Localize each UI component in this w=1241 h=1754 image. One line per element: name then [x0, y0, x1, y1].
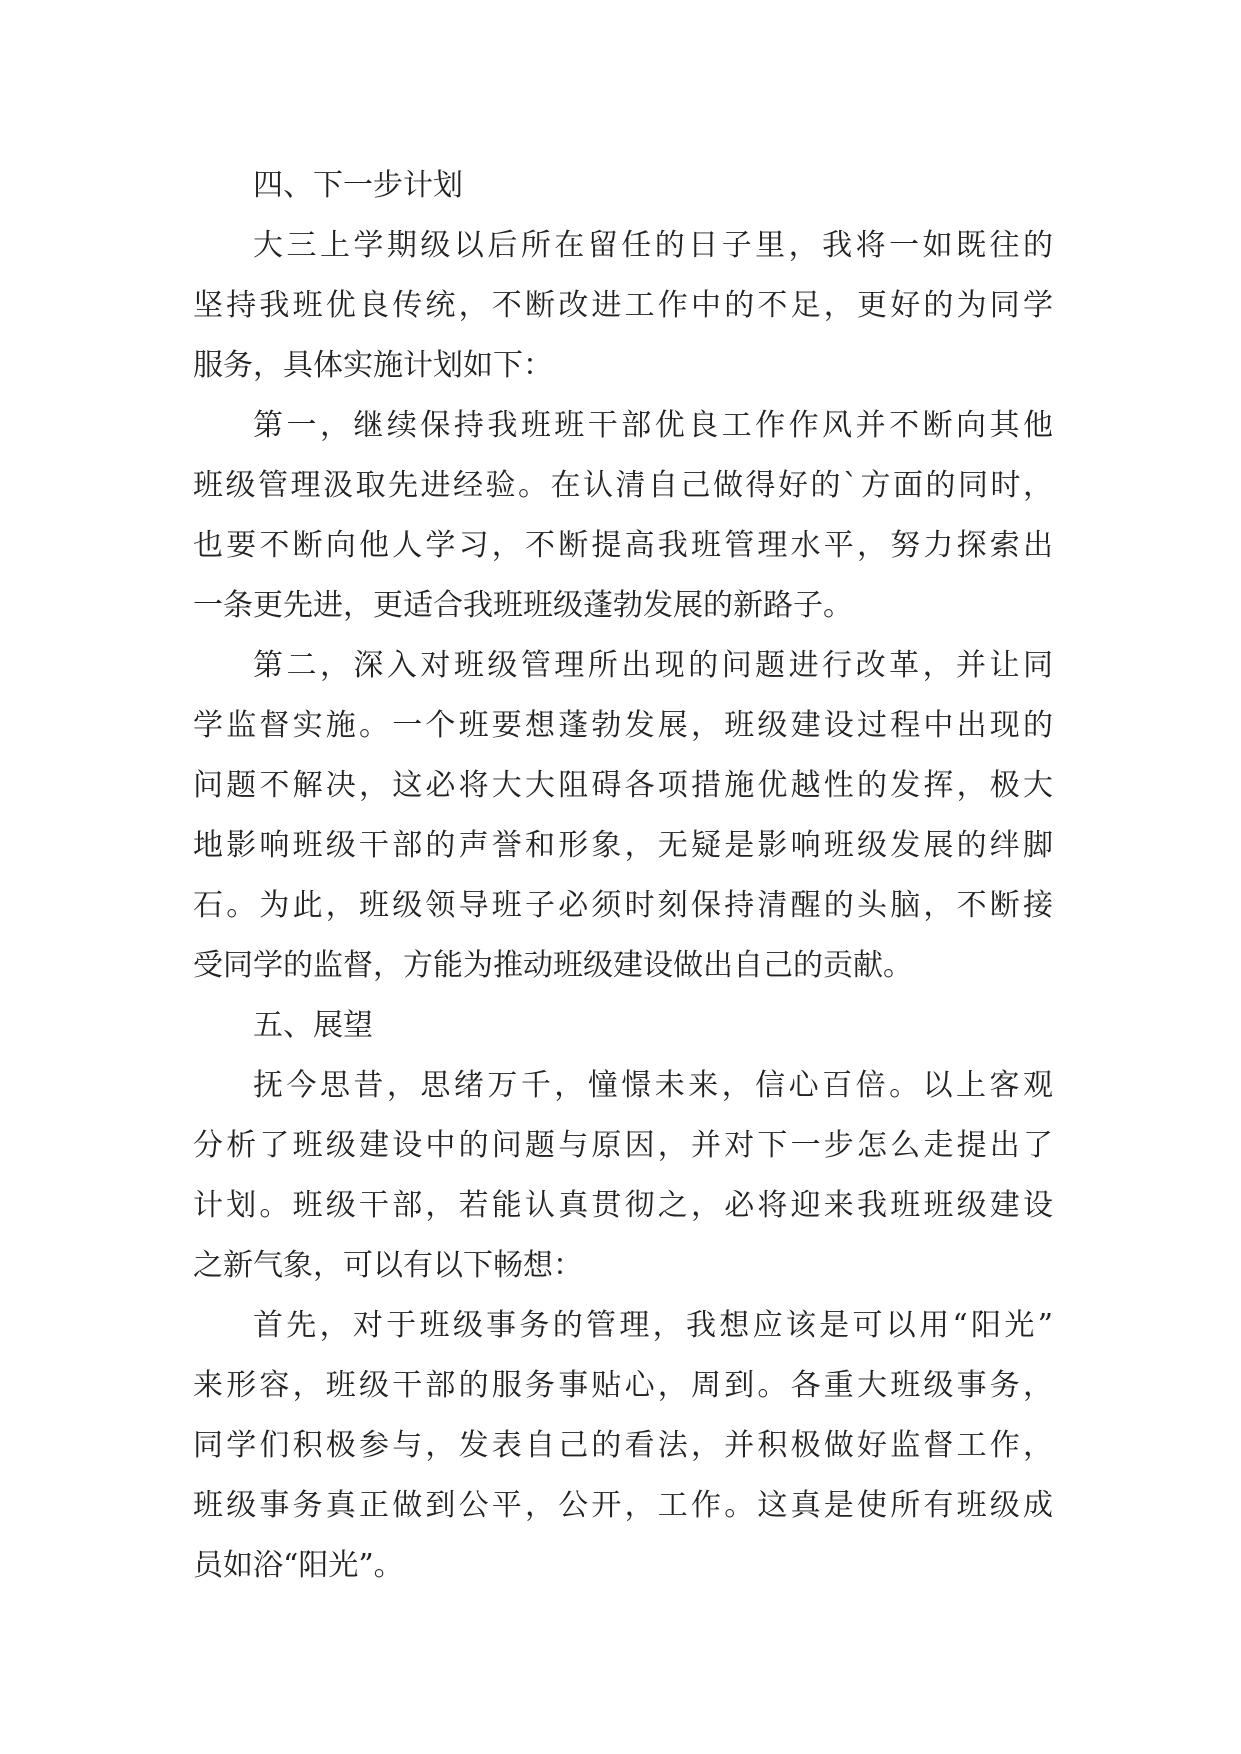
- section-heading: 四、下一步计划: [253, 168, 463, 203]
- paragraph-line: 大三上学期级以后所在留任的日子里，我将一如既往的: [253, 228, 1053, 263]
- paragraph-line: 第一，继续保持我班班干部优良工作作风并不断向其他: [253, 408, 1053, 443]
- paragraph-line: 班级管理汲取先进经验。在认清自己做得好的`方面的同时，: [193, 468, 1053, 503]
- paragraph-line: 班级事务真正做到公平，公开，工作。这真是使所有班级成: [193, 1488, 1053, 1523]
- paragraph-line: 首先，对于班级事务的管理，我想应该是可以用“阳光”: [253, 1308, 1053, 1343]
- paragraph-line: 同学们积极参与，发表自己的看法，并积极做好监督工作，: [193, 1428, 1053, 1463]
- paragraph-line: 服务，具体实施计划如下：: [193, 348, 553, 383]
- paragraph-line: 石。为此，班级领导班子必须时刻保持清醒的头脑，不断接: [193, 888, 1053, 923]
- paragraph-line: 员如浴“阳光”。: [193, 1548, 404, 1583]
- section-heading: 五、展望: [253, 1008, 373, 1043]
- paragraph-line: 坚持我班优良传统，不断改进工作中的不足，更好的为同学: [193, 288, 1053, 323]
- document-page: [193, 156, 1053, 1596]
- paragraph-line: 抚今思昔，思绪万千，憧憬未来，信心百倍。以上客观: [253, 1068, 1053, 1103]
- paragraph-line: 问题不解决，这必将大大阻碍各项措施优越性的发挥，极大: [193, 768, 1053, 803]
- paragraph-line: 之新气象，可以有以下畅想：: [193, 1248, 583, 1283]
- paragraph-line: 计划。班级干部，若能认真贯彻之，必将迎来我班班级建设: [193, 1188, 1053, 1223]
- paragraph-line: 也要不断向他人学习，不断提高我班管理水平，努力探索出: [193, 528, 1053, 563]
- paragraph-line: 第二，深入对班级管理所出现的问题进行改革，并让同: [253, 648, 1053, 683]
- paragraph-line: 分析了班级建设中的问题与原因，并对下一步怎么走提出了: [193, 1128, 1053, 1163]
- paragraph-line: 来形容，班级干部的服务事贴心，周到。各重大班级事务，: [193, 1368, 1053, 1403]
- paragraph-line: 一条更先进，更适合我班班级蓬勃发展的新路子。: [193, 588, 853, 623]
- paragraph-line: 地影响班级干部的声誉和形象，无疑是影响班级发展的绊脚: [193, 828, 1053, 863]
- paragraph-line: 学监督实施。一个班要想蓬勃发展，班级建设过程中出现的: [193, 708, 1053, 743]
- paragraph-line: 受同学的监督，方能为推动班级建设做出自己的贡献。: [193, 948, 913, 983]
